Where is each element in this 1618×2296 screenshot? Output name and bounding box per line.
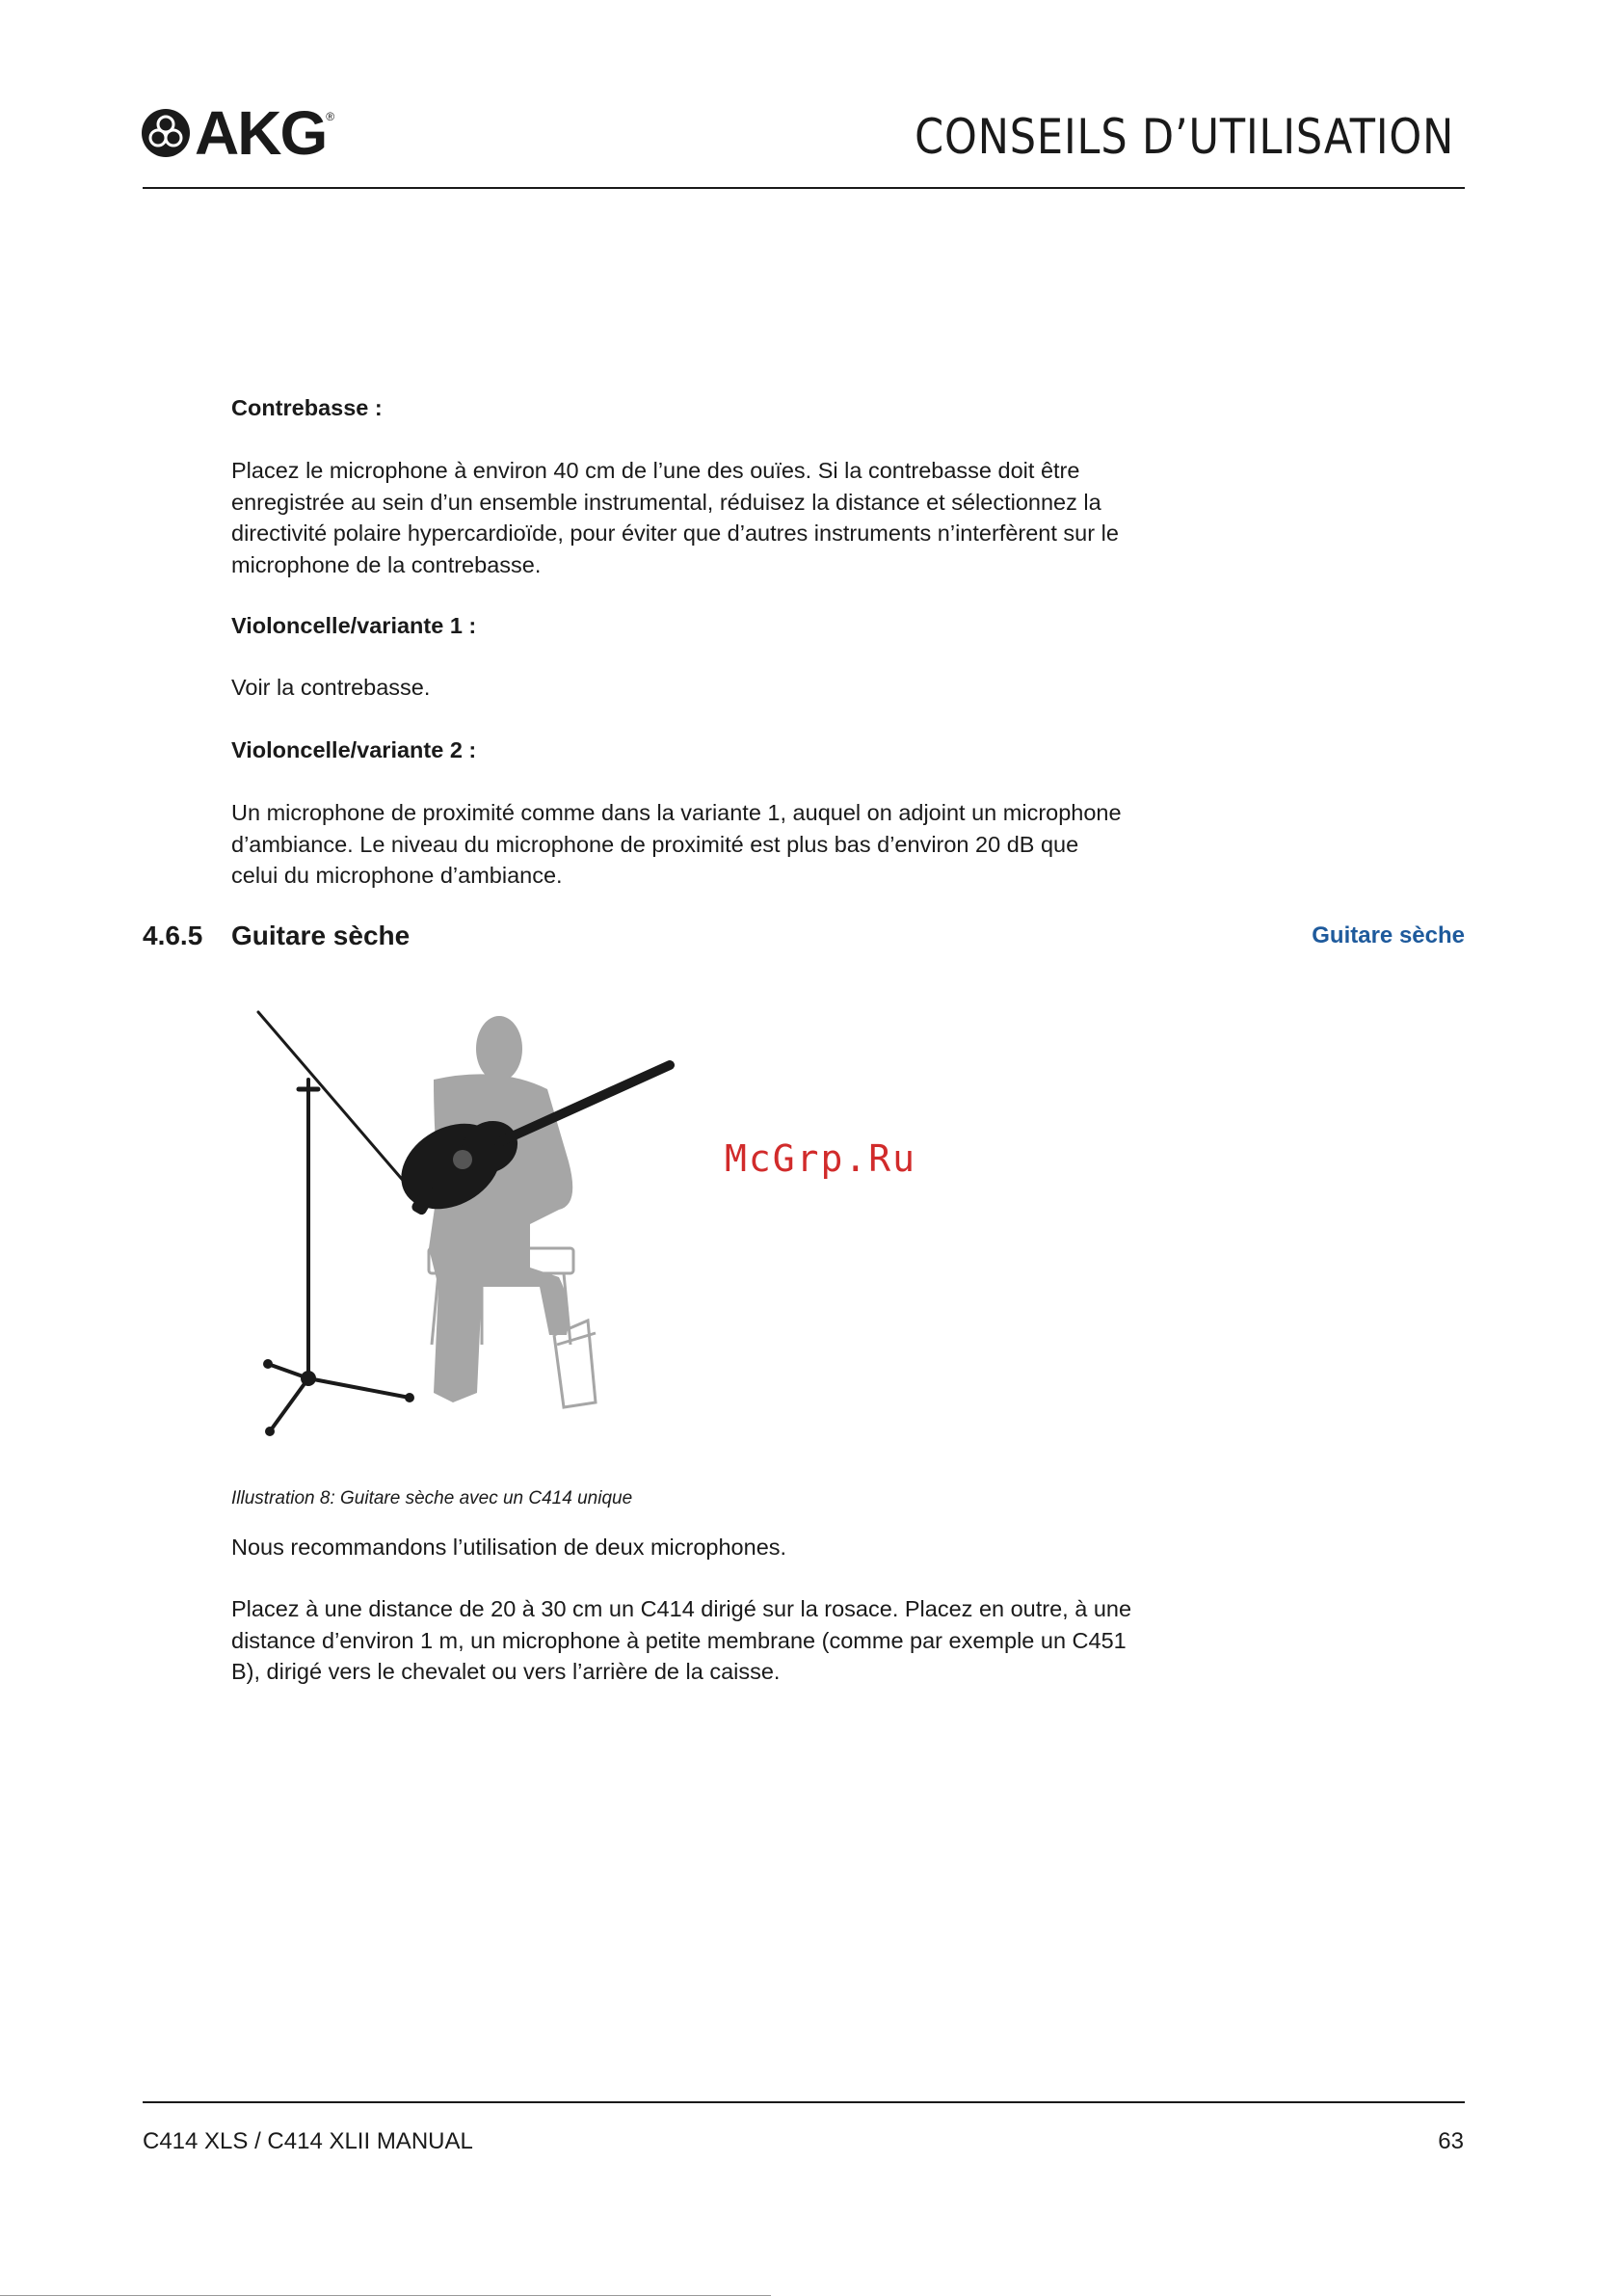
akg-emblem-icon xyxy=(141,108,191,158)
mic-stand-icon xyxy=(258,1012,424,1431)
paragraph-violoncelle-1: Voir la contrebasse. xyxy=(231,675,431,700)
registered-mark: ® xyxy=(326,110,335,123)
text-line: B), dirigé vers le chevalet ou vers l’arrière de la caisse. xyxy=(231,1659,781,1684)
header-divider xyxy=(143,187,1465,189)
paragraph-violoncelle-2 xyxy=(231,797,1195,892)
text-line: enregistrée au sein d’un ensemble instrumental, réduisez la distance et sélectionnez la xyxy=(231,489,1101,515)
akg-logo xyxy=(141,98,382,168)
guitar-mic-illustration xyxy=(241,998,675,1455)
page-number: 63 xyxy=(1438,2128,1464,2154)
paragraph-placement xyxy=(231,1593,1195,1688)
footer-divider xyxy=(143,2101,1465,2103)
text-line: d’ambiance. Le niveau du microphone de proximité est plus bas d’environ 20 dB que xyxy=(231,831,1079,857)
figure-caption: Illustration 8: Guitare sèche avec un C414 unique xyxy=(231,1488,633,1508)
brand-wordmark: AKG xyxy=(195,98,327,168)
text-line: microphone de la contrebasse. xyxy=(231,551,542,577)
page-title: CONSEILS D’UTILISATION xyxy=(915,109,1454,165)
watermark: McGrp.Ru xyxy=(725,1137,917,1180)
heading-contrebasse: Contrebasse : xyxy=(231,395,383,420)
paragraph-recommendation: Nous recommandons l’utilisation de deux microphones. xyxy=(231,1535,787,1560)
text-line: Placez à une distance de 20 à 30 cm un C414 dirigé sur la rosace. Placez en outre, à une xyxy=(231,1596,1132,1621)
margin-note: Guitare sèche xyxy=(1312,922,1465,948)
footer-manual-title: C414 XLS / C414 XLII MANUAL xyxy=(143,2128,473,2154)
text-line: celui du microphone d’ambiance. xyxy=(231,863,563,888)
text-line: Un microphone de proximité comme dans la variante 1, auquel on adjoint un microphone xyxy=(231,800,1122,825)
text-line: Placez le microphone à environ 40 cm de l’une des ouïes. Si la contrebasse doit être xyxy=(231,458,1080,483)
heading-violoncelle-2: Violoncelle/variante 2 : xyxy=(231,737,477,762)
paragraph-contrebasse xyxy=(231,455,1195,580)
guitarist-silhouette-icon xyxy=(429,1016,572,1402)
text-line: directivité polaire hypercardioïde, pour éviter que d’autres instruments n’interfèrent sur le xyxy=(231,521,1119,546)
heading-violoncelle-1: Violoncelle/variante 1 : xyxy=(231,613,477,638)
section-title: Guitare sèche xyxy=(231,921,411,950)
section-number: 4.6.5 xyxy=(143,921,203,950)
text-line: distance d’environ 1 m, un microphone à petite membrane (comme par exemple un C451 xyxy=(231,1627,1127,1653)
